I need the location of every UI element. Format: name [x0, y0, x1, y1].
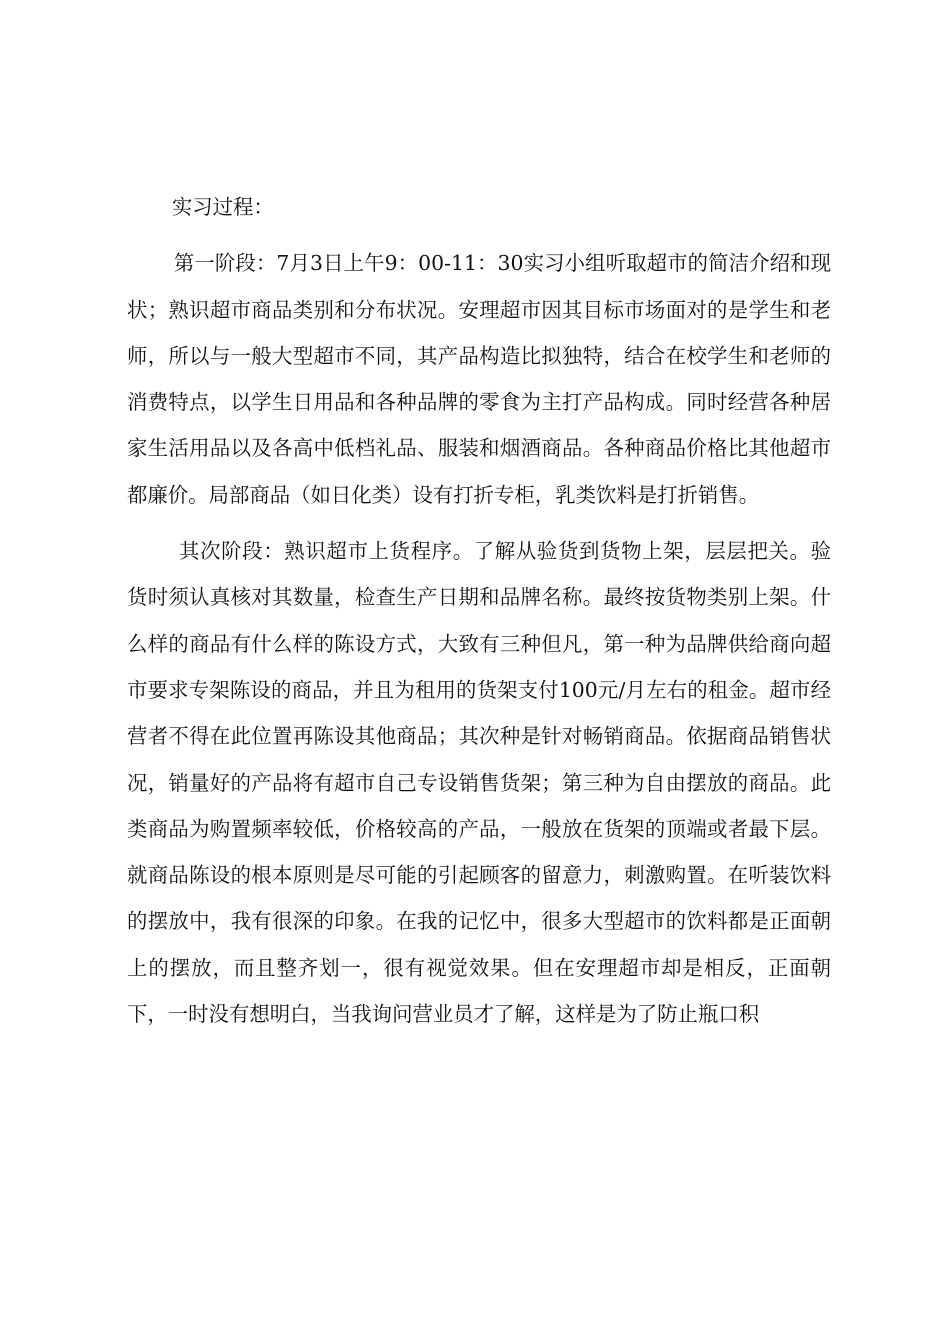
document-body	[127, 184, 831, 1037]
section-heading: 实习过程：	[171, 195, 274, 219]
paragraph-stage-two: 其次阶段：熟识超市上货程序。了解从验货到货物上架，层层把关。验货时须认真核对其数量，检查生产日期和品牌名称。最终按货物类别上架。什么样的商品有什么样的陈设方式，大致有三种但凡，第一种为品牌供给商向超市要求专架陈设的商品，并且为租用的货架支付100元/月左右的租金。超市经营者不得在此位置再陈设其他商品；其次种是针对畅销商品。依据商品销售状况，销量好的产品将有超市自己专设销售货架；第三种为自由摆放的商品。此类商品为购置频率较低，价格较高的产品，一般放在货架的顶端或者最下层。就商品陈设的根本原则是尽可能的引起顾客的留意力，刺激购置。在听装饮料的摆放中，我有很深的印象。在我的记忆中，很多大型超市的饮料都是正面朝上的摆放，而且整齐划一，很有视觉效果。但在安理超市却是相反，正面朝下，一时没有想明白，当我询问营业员才了解，这样是为了防止瓶口积	[127, 539, 831, 1027]
paragraph-stage-one: 第一阶段：7月3日上午9：00-11：30实习小组听取超市的简洁介绍和现状；熟识超市商品类别和分布状况。安理超市因其目标市场面对的是学生和老师，所以与一般大型超市不同，其产品构造比拟独特，结合在校学生和老师的消费特点，以学生日用品和各种品牌的零食为主打产品构成。同时经营各种居家生活用品以及各高中低档礼品、服装和烟酒商品。各种商品价格比其他超市都廉价。局部商品（如日化类）设有打折专柜，乳类饮料是打折销售。	[127, 251, 831, 507]
